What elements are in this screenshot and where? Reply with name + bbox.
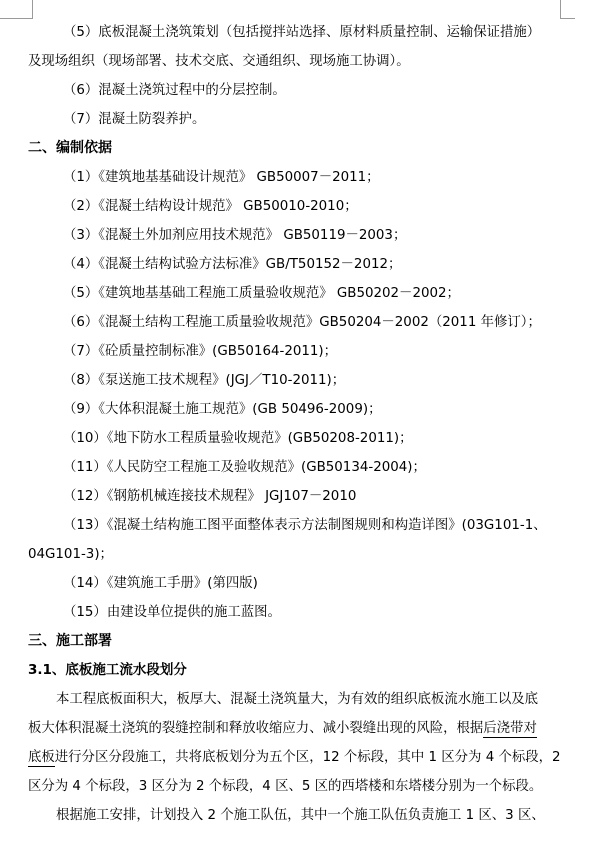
paragraph-line-4: 区分为 4 个标段，3 区分为 2 个标段，4 区、5 区的西塔楼和东塔楼分别为一个标段。 [28, 779, 543, 794]
basis-item-4: （4）《混凝土结构试验方法标准》GB/T50152－2012； [63, 257, 402, 272]
basis-item-13-continued: 04G101-3)； [28, 547, 113, 562]
underlined-text: 后浇带对 [483, 721, 537, 736]
scope-item-5-continued: 及现场组织（现场部署、技术交底、交通组织、现场施工协调）。 [28, 54, 410, 69]
paragraph2-line-1: 根据施工安排，计划投入 2 个施工队伍，其中一个施工队伍负责施工 1 区、3 区、 [56, 808, 545, 823]
basis-item-12: （12）《钢筋机械连接技术规程》 JGJ107－2010 [63, 489, 357, 504]
page-corner-mark-right [560, 0, 575, 19]
paragraph-line-3-text: 进行分区分段施工，共将底板划分为五个区，12 个标段，其中 1 区分为 4 个标段，2 [54, 750, 561, 765]
basis-item-10: （10）《地下防水工程质量验收规范》(GB50208-2011)； [63, 431, 413, 446]
paragraph-line-1: 本工程底板面积大，板厚大、混凝土浇筑量大，为有效的组织底板流水施工以及底 [56, 692, 539, 707]
basis-item-3: （3）《混凝土外加剂应用技术规范》 GB50119－2003； [63, 228, 407, 243]
basis-item-11: （11）《人民防空工程施工及验收规范》(GB50134-2004)； [63, 460, 426, 475]
basis-item-13: （13）《混凝土结构施工图平面整体表示方法制图规则和构造详图》(03G101-1、 [63, 518, 547, 533]
underlined-text: 底板 [28, 750, 55, 765]
basis-item-7: （7）《砼质量控制标准》(GB50164-2011)； [63, 344, 338, 359]
basis-item-1: （1）《建筑地基基础设计规范》 GB50007－2011； [63, 170, 380, 185]
basis-item-2: （2）《混凝土结构设计规范》 GB50010-2010； [63, 199, 358, 214]
subsection-heading-flow: 3.1、底板施工流水段划分 [28, 662, 187, 678]
basis-item-9: （9）《大体积混凝土施工规范》(GB 50496-2009)； [63, 402, 382, 417]
scope-item-6: （6）混凝土浇筑过程中的分层控制。 [63, 83, 286, 98]
paragraph-line-2-text: 板大体积混凝土浇筑的裂缝控制和释放收缩应力、减小裂缝出现的风险，根据 [28, 721, 484, 736]
scope-item-5: （5）底板混凝土浇筑策划（包括搅拌站选择、原材料质量控制、运输保证措施） [63, 25, 541, 40]
basis-item-6: （6）《混凝土结构工程施工质量验收规范》GB50204－2002（2011 年修订）； [63, 315, 541, 330]
basis-item-8: （8）《泵送施工技术规程》(JGJ／T10-2011)； [63, 373, 346, 388]
paragraph-line-2 [28, 714, 578, 743]
basis-item-5: （5）《建筑地基基础工程施工质量验收规范》 GB50202－2002； [63, 286, 460, 301]
basis-item-14: （14）《建筑施工手册》(第四版) [63, 576, 258, 591]
document-page [28, 18, 578, 830]
scope-item-7: （7）混凝土防裂养护。 [63, 112, 206, 127]
paragraph-line-3 [28, 743, 578, 772]
section-heading-basis: 二、编制依据 [28, 140, 112, 156]
basis-item-15: （15）由建设单位提供的施工蓝图。 [63, 605, 281, 620]
section-heading-deployment: 三、施工部署 [28, 633, 112, 649]
page-corner-mark-left [0, 0, 33, 19]
